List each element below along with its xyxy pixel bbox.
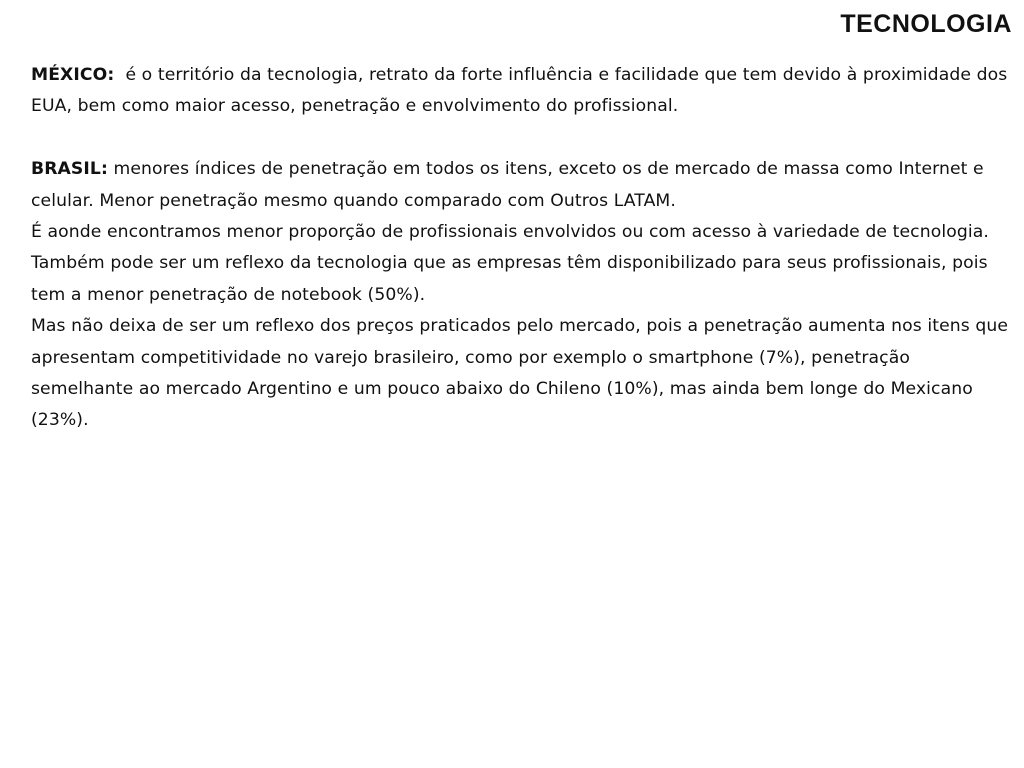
slide-body xyxy=(31,60,1011,437)
brasil-paragraph-notebook: Também pode ser um reflexo da tecnologia que as empresas têm disponibilizado para seus profissionais, pois tem a menor penetração de notebook (50%). xyxy=(31,253,988,305)
brasil-paragraph-prices: Mas não deixa de ser um reflexo dos preços praticados pelo mercado, pois a penetração aumenta nos itens que apresentam competitividade no varejo brasileiro, como por exemplo o smartphone (7%), penetração semelhante ao mercado Argentino e um pouco abaixo do Chileno (10%), mas ainda bem longe do Mexicano (23%). xyxy=(31,316,1009,431)
brasil-label: BRASIL: xyxy=(31,159,108,180)
slide-title: TECNOLOGIA xyxy=(840,10,1012,38)
mexico-text: é o território da tecnologia, retrato da forte influência e facilidade que tem devido à proximidade dos EUA, bem como maior acesso, penetração e envolvimento do profissional. xyxy=(31,65,1008,117)
mexico-label: MÉXICO: xyxy=(31,65,115,85)
mexico-paragraph xyxy=(31,60,1011,123)
brasil-paragraph xyxy=(31,154,1011,217)
brasil-text: menores índices de penetração em todos os itens, exceto os de mercado de massa como Internet e celular. Menor penetração mesmo quando comparado com Outros LATAM. xyxy=(31,159,984,211)
brasil-paragraph-variety: É aonde encontramos menor proporção de profissionais envolvidos ou com acesso à variedade de tecnologia. xyxy=(31,222,989,243)
paragraph-spacer xyxy=(31,123,1011,154)
